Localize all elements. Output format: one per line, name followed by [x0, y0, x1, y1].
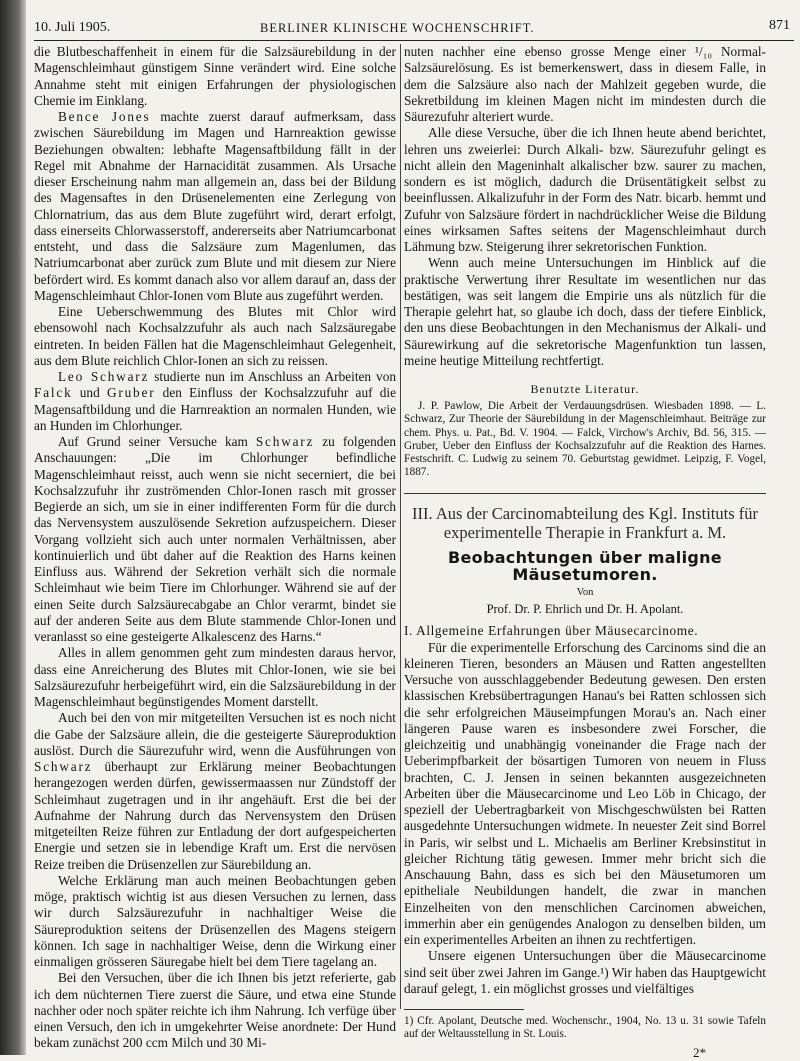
section-heading: I. Allgemeine Erfahrungen über Mäusecarcinome.: [404, 623, 699, 639]
paragraph: Auf Grund seiner Versuche kam Schwarz zu folgenden Anschauungen: „Die im Chlorhunger befindliche Magenschleimhaut reisst, auch wenn sie nicht secerniert, die bei Kochsalzzufuhr ihr zuströmenden Chlor-Ionen rasch mit grosser Begierde an sich, um sie in einer indifferenten Form für die durch das Nervensystem auszulösende Sekretion aufzuspeichern. Dieser Vorgang vollzieht sich auch unter normalen Verhältnissen, aber kontinuierlich und übt daher auf die Reaktion des Harns keinen Einfluss aus. Während der Sekretion verhält sich die normale Schleimhaut wie beim Tiere im Chlorhunger. Während sie auf der einen Seite durch Salzsäurecabgabe an Chlor verarmt, bindet sie auf der anderen Seite aus dem Blute stammende Chlor-Ionen und veranlasst so eine gesteigerte Alkalescenz des Harns.“: [34, 434, 396, 644]
signature-mark: 2*: [693, 1045, 706, 1061]
references-heading: Benutzte Literatur.: [530, 382, 640, 396]
journal-title: BERLINER KLINISCHE WOCHENSCHRIFT.: [260, 21, 535, 35]
paragraph: Eine Ueberschwemmung des Blutes mit Chlor wird ebensowohl nach Kochsalzzufuhr als auch nach Salzsäuregabe eintreten. In beiden Fällen hat die Magenschleimhaut Gelegenheit, aus dem Blute reichlich Chlor-Ionen an sich zu reissen.: [34, 304, 396, 368]
paragraph: die Blutbeschaffenheit in einem für die Salzsäurebildung in der Magenschleimhaut günstigem Sinne verändert wird. Eine solche Annahme steht mit einigen Erfahrungen der physiologischen Chemie im Einklang.: [34, 44, 396, 108]
paragraph: Leo Schwarz studierte nun im Anschluss an Arbeiten von Falck und Gruber den Einfluss der Kochsalzzufuhr auf die Magensaftbildung und die Harnreaktion an normalen Hunden, wie an Hunden im Chlorhunger.: [34, 369, 397, 433]
person-name: Schwarz: [255, 434, 315, 449]
institute-heading: III. Aus der Carcinomabteilung des Kgl. Instituts für experimentelle Therapie in Frankfurt a. M.: [412, 504, 758, 543]
paragraph: Wenn auch meine Untersuchungen im Hinblick auf die praktische Verwertung ihrer Resultate im wesentlichen nur das bestätigen, was seit langem die Empirie uns als nützlich für die Therapie gelehrt hat, so glaube ich doch, dass der tiefere Einblick, den uns diese Beobachtungen in den Mechanismus der Alkali- und Säurewirkung auf die sekretorische Magenfunktion tun lassen, meine heutige Mitteilung rechtfertigt.: [404, 255, 766, 368]
issue-date: 10. Juli 1905.: [34, 20, 111, 35]
byline-von: Von: [576, 586, 594, 598]
article-authors: Prof. Dr. P. Ehrlich und Dr. H. Apolant.: [486, 602, 684, 617]
paragraph: nuten nachher eine ebenso grosse Menge einer ¹/₁₀ Normal-Salzsäurelösung. Es ist bemerkenswert, dass in diesem Falle, in dem die Salzsäure also nach der Mahlzeit gegeben wurde, die Sekretbildung im kleinen Magen nicht im mindesten durch die Säurezufuhr alteriert wurde.: [404, 44, 766, 124]
person-name: Bence Jones: [58, 109, 151, 124]
page-number: 871: [769, 18, 790, 33]
person-name: Falck: [34, 385, 73, 401]
running-header: [34, 18, 794, 41]
person-name: Gruber: [106, 385, 156, 401]
person-name: Leo Schwarz: [58, 369, 150, 384]
paragraph: Auch bei den von mir mitgeteilten Versuchen ist es noch nicht die Gabe der Salzsäure allein, die die gesteigerte Säureproduktion auslöst. Durch die Säurezufuhr wird, wenn die Ausführungen von Schwarz überhaupt zur Erklärung meiner Beobachtungen herangezogen werden dürfen, gewissermaassen nur Zündstoff der Schleimhaut zugetragen und in ihr angehäuft. Erst die bei der Aufnahme der Nahrung durch das Nervensystem den Drüsen mitgeteilten Reize führen zur Entladung der dort aufgespeicherten Energie und setzen sie in lebendige Kraft um. Erst die nervösen Reize treiben die Drüsenzellen zur Säurebildung an.: [34, 710, 396, 872]
footnote: 1) Cfr. Apolant, Deutsche med. Wochenschr., 1904, No. 13 u. 31 sowie Tafeln auf der Weltausstellung in St. Louis.: [404, 1015, 766, 1041]
references-text: J. P. Pawlow, Die Arbeit der Verdauungsdrüsen. Wiesbaden 1898. — L. Schwarz, Zur Theorie der Säurebildung in der Magenschleimhaut. Beiträge zur chem. Phys. u. Pat., Bd. V. 1904. — Falck, Virchow's Archiv, Bd. 56, 315. — Gruber, Ueber den Einfluss der Kochsalzzufuhr auf die Reaktion des Harnes. Festschrift. C. Ludwig zu seinem 70. Geburtstag gewidmet. Leipzig, F. Vogel, 1887.: [404, 400, 766, 479]
left-column: [34, 44, 396, 1052]
paragraph: Bence Jones machte zuerst darauf aufmerksam, dass zwischen Säurebildung im Magen und Harnreaktion gewisse Beziehungen obwalten: lebhafte Magensaftbildung fällt in der Regel mit Abnahme der Harnacidität zusammen. Als Ursache dieser Erscheinung nahm man allgemein an, dass bei der Bildung des Magensaftes in den Drüsenelementen eine Zerlegung von Chlornatrium, das aus dem Blute zugeführt wird, derart erfolgt, dass einerseits Chlorwasserstoff, andererseits aber Natriumcarbonat entsteht, und dass die Salzsäure zum Magenlumen, das Natriumcarbonat aber zurück zum Blute und mit diesem zur Niere befördert wird. Es kommt danach also vor allem darauf an, dass der Magenschleimhaut Chlor-Ionen vom Blute aus zugeführt werden.: [34, 109, 396, 303]
footnote-rule: [404, 1009, 524, 1010]
paragraph: Alles in allem genommen geht zum mindesten daraus hervor, dass eine Anreicherung des Blutes mit Chlor-Ionen, wie sie bei Salzsäurezufuhr herbeigeführt wird, ein die Salzsäurebildung in der Magenschleimhaut begünstigendes Moment darstellt.: [34, 645, 396, 709]
person-name: Schwarz: [34, 759, 93, 774]
article-separator: [404, 493, 766, 494]
scan-edge-shadow: [0, 0, 26, 1055]
references-list: [404, 400, 766, 479]
paragraph: Welche Erklärung man auch meinen Beobachtungen geben möge, praktisch wichtig ist aus diesen Versuchen zu lernen, dass wir durch Salzsäurezufuhr in nachhaltiger Weise die Säureproduktion seitens der Drüsenzellen des Magens steigern können. Ich sage in nachhaltiger Weise, denn die Wirkung einer einmaligen grösseren Säuregabe hielt bei dem Tiere tagelang an.: [34, 872, 396, 969]
paragraph: Unsere eigenen Untersuchungen über die Mäusecarcinome sind seit über zwei Jahren im Gange.¹) Wir haben das Hauptgewicht darauf gelegt, 1. ein möglichst grosses und vielfältiges: [404, 948, 766, 996]
paragraph: Bei den Versuchen, über die ich Ihnen bis jetzt referierte, gab ich dem nüchternen Tiere zuerst die Säure, und etwa eine Stunde nachher oder noch später reichte ich ihm Nahrung. Ich verfüge über einen Versuch, den ich in umgekehrter Weise anordnete: Der Hund bekam zunächst 200 ccm Milch und 30 Mi-: [34, 970, 396, 1051]
article-title: Beobachtungen über maligne Mäusetumoren.: [448, 548, 722, 584]
paragraph: Alle diese Versuche, über die ich Ihnen heute abend berichtet, lehren uns zweierlei: Durch Alkali- bzw. Säurezufuhr gelingt es nicht allein den Mageninhalt alkalischer bzw. saurer zu machen, sondern es ist möglich, dadurch die Drüsentätigkeit selbst zu beeinflussen. Alkalizufuhr in der Form des Natr. bicarb. hemmt und Zufuhr von Salzsäure fördert in nachdrücklicher Weise die Bildung eines wirksamen Saftes seitens der Magenschleimhaut durch Lähmung bzw. Steigerung ihrer sekretorischen Funktion.: [404, 125, 766, 254]
right-column: [404, 44, 766, 1061]
column-divider: [400, 44, 401, 1009]
paragraph: Für die experimentelle Erforschung des Carcinoms sind die an kleineren Tieren, besonders an Mäusen und Ratten angestellten Versuche von ausschlaggebender Bedeutung gewesen. Den ersten klassischen Krebsübertragungen Hanau's bei Ratten schlossen sich die sehr erfolgreichen Mäuseimpfungen Morau's an. Nach einer längeren Pause waren es insbesondere zwei Forscher, die gleichzeitig und unabhängig voneinander die Frage nach der Ueberimpfbarkeit der bösartigen Tumoren von neuem in Fluss brachten, C. J. Jensen in seinen bekannten ausgezeichneten Arbeiten über die Mäusecarcinome und Leo Löb in Chicago, der speziell der Uebertragbarkeit von Mischgeschwülsten bei Ratten ausgedehnte Untersuchungen widmete. In neuester Zeit sind Borrel in Paris, wir selbst und L. Michaelis am Berliner Krebsinstitut in gleicher Richtung tätig gewesen. Immer mehr bricht sich die Anschauung Bahn, dass es sich bei den Mäusetumoren um epitheliale Neubildungen handelt, die zwar in manchen Einzelheiten von den menschlichen Carcinomen abweichen, immerhin aber ein genügendes Analogon zu denselben bilden, um ein experimentelles Arbeiten an ihnen zu rechtfertigen.: [404, 639, 766, 948]
